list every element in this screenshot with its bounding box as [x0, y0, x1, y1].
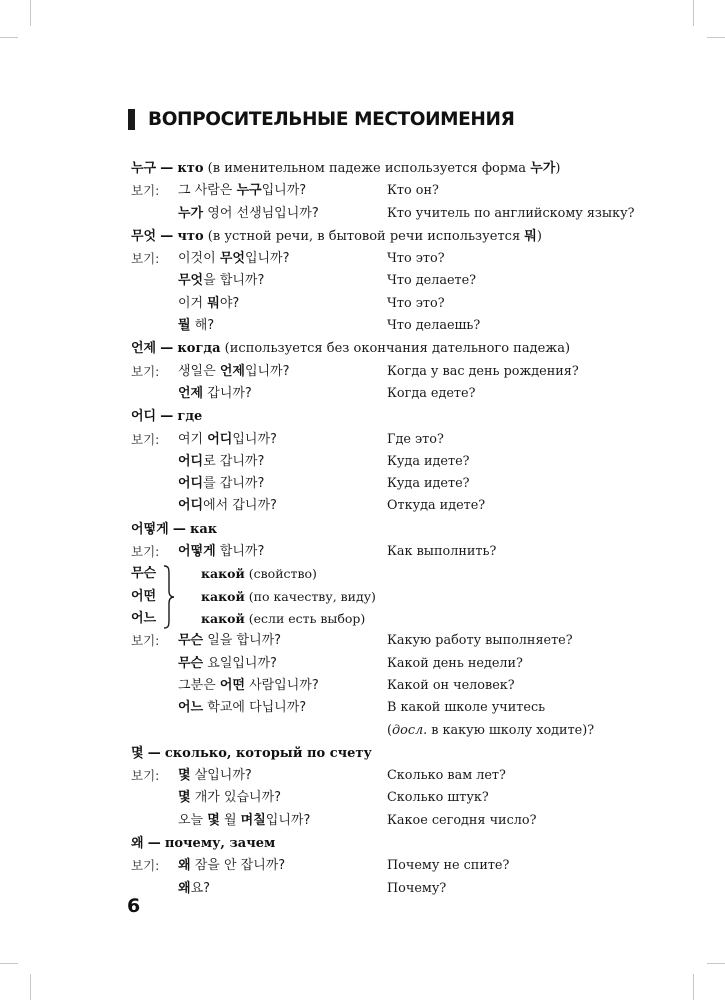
entry-heading: 어디 — где [131, 409, 203, 425]
page-heading [128, 109, 514, 130]
translation: Кто он? [387, 183, 439, 199]
entry-meaning: как [189, 521, 218, 537]
example-label: 보기: [131, 431, 160, 447]
example-row-continued [131, 720, 691, 742]
brace-meaning: какой (по качеству, виду) [201, 588, 376, 604]
example-row: 보기: 왜 잠을 안 잡니까? Почему не спите? [131, 855, 691, 877]
translation: Кто учитель по английскому языку? [387, 205, 635, 221]
brace-meaning: какой (если есть выбор) [201, 610, 366, 626]
translation: Где это? [387, 431, 444, 447]
example-row: 보기: 생일은 언제입니까? Когда у вас день рождения? [131, 361, 691, 383]
brace-meaning: какой (свойство) [201, 566, 317, 582]
entry-word: 어느 [131, 610, 157, 626]
entry-meaning: почему, зачем [164, 836, 276, 852]
translation: Когда у вас день рождения? [387, 363, 579, 379]
example-row: 보기: 여기 어디입니까? Где это? [131, 429, 691, 451]
translation-literal: (досл. в какую школу ходите)? [387, 722, 595, 738]
entry-heading: 몇 — сколько, который по счету [131, 745, 372, 761]
entry-heading: 누구 — кто (в именительном падеже используется форма 누가) [131, 161, 561, 176]
crop-mark [707, 963, 725, 964]
crop-mark [30, 0, 31, 26]
entry-note: (используется без окончания дательного падежа) [224, 341, 571, 357]
example-row: 보기: 이것이 무엇입니까? Что это? [131, 248, 691, 270]
example-row: 왜요? Почему? [131, 878, 691, 900]
example-label: 보기: [131, 768, 160, 784]
entry-word: 누구 [131, 161, 157, 176]
example-row: 누가 영어 선생님입니까? Кто учитель по английскому языку? [131, 203, 691, 225]
example-row: 몇 개가 있습니까? Сколько штук? [131, 787, 691, 809]
example-label: 보기: [131, 544, 160, 560]
example-row: 무슨 요일입니까? Какой день недели? [131, 653, 691, 675]
translation: Почему не спите? [387, 858, 510, 874]
entry-heading: 언제 — когда (используется без окончания дательного падежа) [131, 341, 571, 357]
example-row: 언제 갑니까? Когда едете? [131, 383, 691, 405]
entry-note: (в устной речи, в бытовой речи используется [207, 228, 521, 244]
entry-word: 언제 [131, 341, 157, 357]
example-row: 보기: 무슨 일을 합니까? Какую работу выполняете? [131, 630, 691, 652]
crop-mark [0, 37, 18, 38]
example-row: 이거 뭐야? Что это? [131, 293, 691, 315]
crop-mark [0, 963, 18, 964]
translation: Что делаете? [387, 273, 477, 289]
translation: Какое сегодня число? [387, 812, 537, 828]
crop-mark [707, 37, 725, 38]
translation: Сколько штук? [387, 790, 489, 806]
heading-bar [128, 109, 135, 130]
example-label: 보기: [131, 858, 160, 874]
example-row: 뭘 해? Что делаешь? [131, 315, 691, 337]
translation: Сколько вам лет? [387, 768, 506, 784]
translation: Почему? [387, 880, 447, 896]
translation: Какой он человек? [387, 677, 515, 693]
brace-group [131, 563, 691, 630]
crop-mark [693, 974, 694, 1000]
example-row: 보기: 몇 살입니까? Сколько вам лет? [131, 765, 691, 787]
entry-note: (в именительном падеже используется форма [207, 161, 527, 176]
crop-mark [693, 0, 694, 26]
entry-word: 무엇 [131, 228, 157, 244]
example-row: 어디로 갑니까? Куда идете? [131, 451, 691, 473]
crop-mark [30, 974, 31, 1000]
page-title: ВОПРОСИТЕЛЬНЫЕ МЕСТОИМЕНИЯ [148, 109, 515, 130]
example-label: 보기: [131, 251, 160, 267]
entry-word: 어떤 [131, 588, 157, 604]
translation: Что делаешь? [387, 318, 481, 334]
page-number: 6 [127, 895, 141, 917]
translation: Откуда идете? [387, 498, 486, 514]
translation: Когда едете? [387, 385, 476, 401]
translation: Как выполнить? [387, 544, 497, 560]
example-row: 어디에서 갑니까? Откуда идете? [131, 495, 691, 517]
entry-word: 몇 [131, 745, 144, 761]
translation: Куда идете? [387, 453, 470, 469]
translation: Какую работу выполняете? [387, 633, 573, 649]
entry-heading: 어떻게 — как [131, 521, 218, 537]
entry-word: 어디 [131, 409, 157, 425]
example-row: 그분은 어떤 사람입니까? Какой он человек? [131, 675, 691, 697]
example-row: 보기: 그 사람은 누구입니까? Кто он? [131, 180, 691, 202]
example-label: 보기: [131, 363, 160, 379]
example-row: 어디를 갑니까? Куда идете? [131, 473, 691, 495]
translation: Куда идете? [387, 476, 470, 492]
entry-meaning: кто [177, 161, 204, 176]
translation: Что это? [387, 295, 445, 311]
entry-word: 어떻게 [131, 521, 169, 537]
entry-heading: 무엇 — что (в устной речи, в бытовой речи используется 뭐) [131, 228, 542, 244]
entry-meaning: когда [177, 341, 221, 357]
curly-brace-icon [162, 565, 176, 629]
example-row: 어느 학교에 다닙니까? В какой школе учитесь [131, 697, 691, 719]
translation: Какой день недели? [387, 655, 523, 671]
example-row: 보기: 어떻게 합니까? Как выполнить? [131, 541, 691, 563]
entry-meaning: что [177, 228, 204, 244]
translation: В какой школе учитесь [387, 700, 546, 716]
translation: Что это? [387, 251, 445, 267]
entry-word: 무슨 [131, 566, 157, 582]
entry-word: 왜 [131, 836, 144, 852]
entry-meaning: где [177, 409, 203, 425]
example-label: 보기: [131, 633, 160, 649]
entry-heading: 왜 — почему, зачем [131, 836, 276, 852]
example-label: 보기: [131, 183, 160, 199]
example-row: 무엇을 합니까? Что делаете? [131, 270, 691, 292]
page-content [131, 158, 691, 900]
example-row: 오늘 몇 월 며칠입니까? Какое сегодня число? [131, 810, 691, 832]
entry-meaning: сколько, который по счету [164, 745, 372, 761]
